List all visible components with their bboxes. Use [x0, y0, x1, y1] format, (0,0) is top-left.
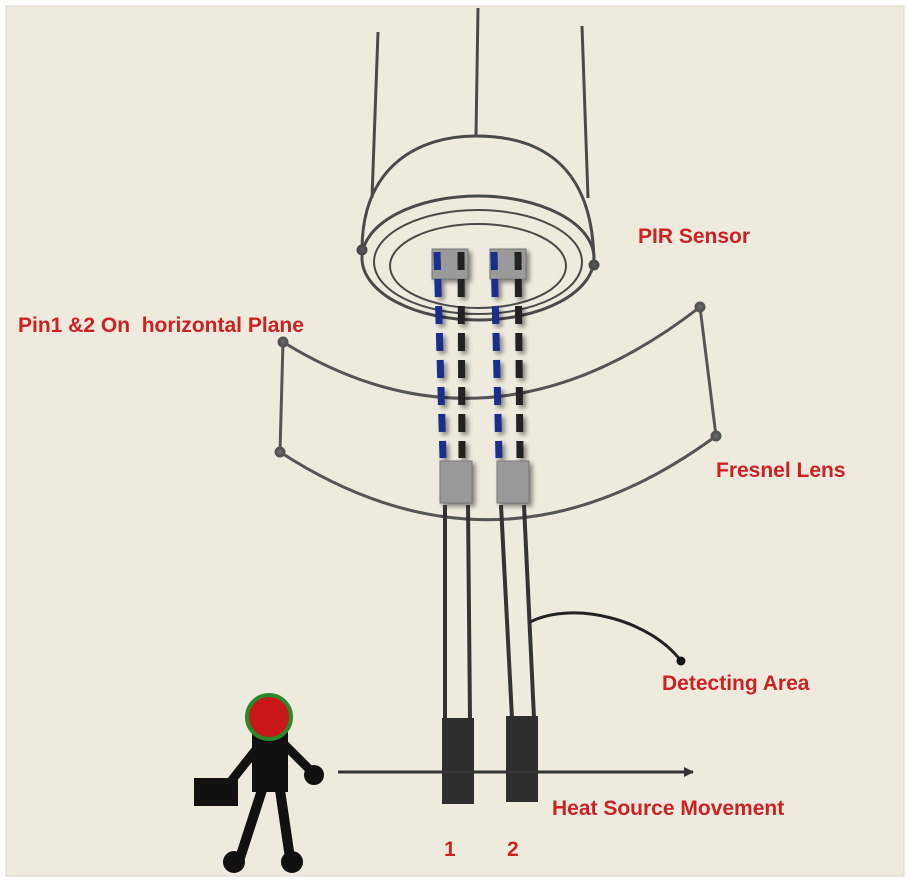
label-pins-plane: Pin1 &2 On horizontal Plane — [18, 314, 304, 337]
detection-block-2 — [506, 716, 538, 802]
label-zone-1: 1 — [444, 838, 456, 861]
person-head — [247, 695, 291, 739]
sensor-lead-middle — [476, 8, 478, 136]
detecting-area-pointer-dot — [677, 657, 686, 666]
briefcase-icon — [194, 778, 238, 806]
label-zone-2: 2 — [507, 838, 519, 861]
label-detecting-area: Detecting Area — [662, 672, 810, 695]
pin-2-base — [497, 461, 529, 503]
label-fresnel-lens: Fresnel Lens — [716, 459, 846, 482]
detection-block-1 — [442, 718, 474, 804]
label-heat-source-movement: Heat Source Movement — [552, 797, 785, 820]
label-pir-sensor: PIR Sensor — [638, 225, 751, 248]
pin-1-base — [440, 461, 472, 503]
